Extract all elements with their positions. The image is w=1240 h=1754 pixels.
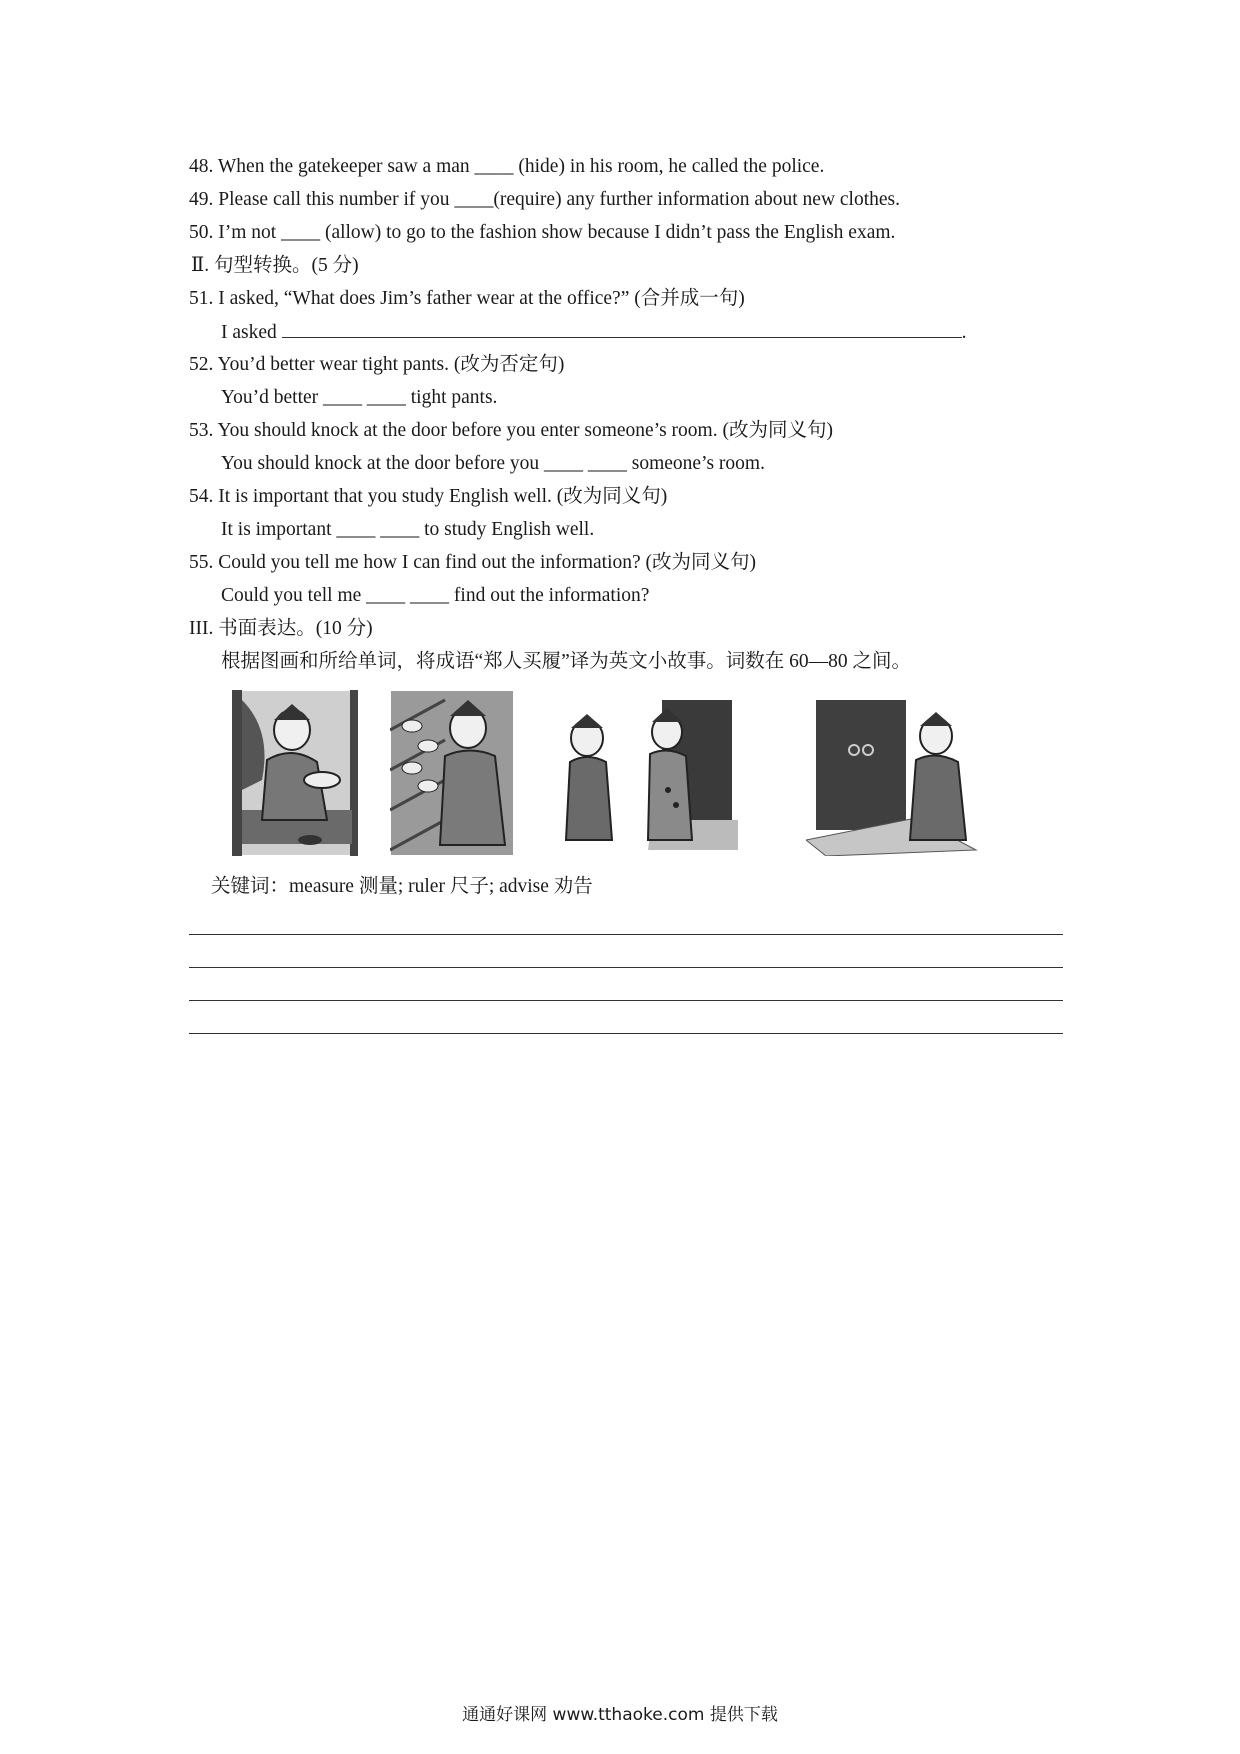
question-53-answer: You should knock at the door before you ____ ____ someone’s room. — [221, 453, 765, 474]
illustration-panel-4 — [806, 690, 986, 856]
illustration-panel-1 — [232, 690, 358, 856]
question-48: 48. When the gatekeeper saw a man ____ (hide) in his room, he called the police. — [189, 156, 825, 177]
question-54-prompt: 54. It is important that you study English well. (改为同义句) — [189, 486, 668, 507]
keywords: 关键词：measure 测量; ruler 尺子; advise 劝告 — [211, 876, 593, 897]
writing-line — [189, 1000, 1063, 1001]
question-51-answer — [221, 319, 967, 346]
question-49: 49. Please call this number if you ____(require) any further information about new clothes. — [189, 189, 901, 210]
writing-line — [189, 1033, 1063, 1034]
question-52-prompt: 52. You’d better wear tight pants. (改为否定句) — [189, 354, 565, 375]
question-51-prompt: 51. I asked, “What does Jim’s father wear at the office?” (合并成一句) — [189, 288, 745, 309]
question-51-answer-suffix: . — [961, 322, 967, 343]
section-2-heading: Ⅱ. 句型转换。(5 分) — [191, 255, 359, 276]
question-54-answer: It is important ____ ____ to study English well. — [221, 519, 595, 540]
writing-instruction: 根据图画和所给单词，将成语“郑人买履”译为英文小故事。词数在 60—80 之间。 — [221, 651, 912, 672]
question-51-answer-prefix: I asked — [221, 322, 277, 343]
question-52-answer: You’d better ____ ____ tight pants. — [221, 387, 498, 408]
answer-blank — [282, 319, 962, 338]
illustration-panel-3 — [552, 690, 738, 856]
section-3-heading: III. 书面表达。(10 分) — [189, 618, 373, 639]
writing-line — [189, 967, 1063, 968]
question-53-prompt: 53. You should knock at the door before you enter someone’s room. (改为同义句) — [189, 420, 833, 441]
writing-line — [189, 934, 1063, 935]
page-footer: 通通好课网 www.tthaoke.com 提供下载 — [462, 1705, 778, 1725]
illustration-panel-2 — [390, 690, 514, 856]
question-55-prompt: 55. Could you tell me how I can find out the information? (改为同义句) — [189, 552, 757, 573]
question-55-answer: Could you tell me ____ ____ find out the information? — [221, 585, 650, 606]
question-50: 50. I’m not ____ (allow) to go to the fashion show because I didn’t pass the English exam. — [189, 222, 896, 243]
